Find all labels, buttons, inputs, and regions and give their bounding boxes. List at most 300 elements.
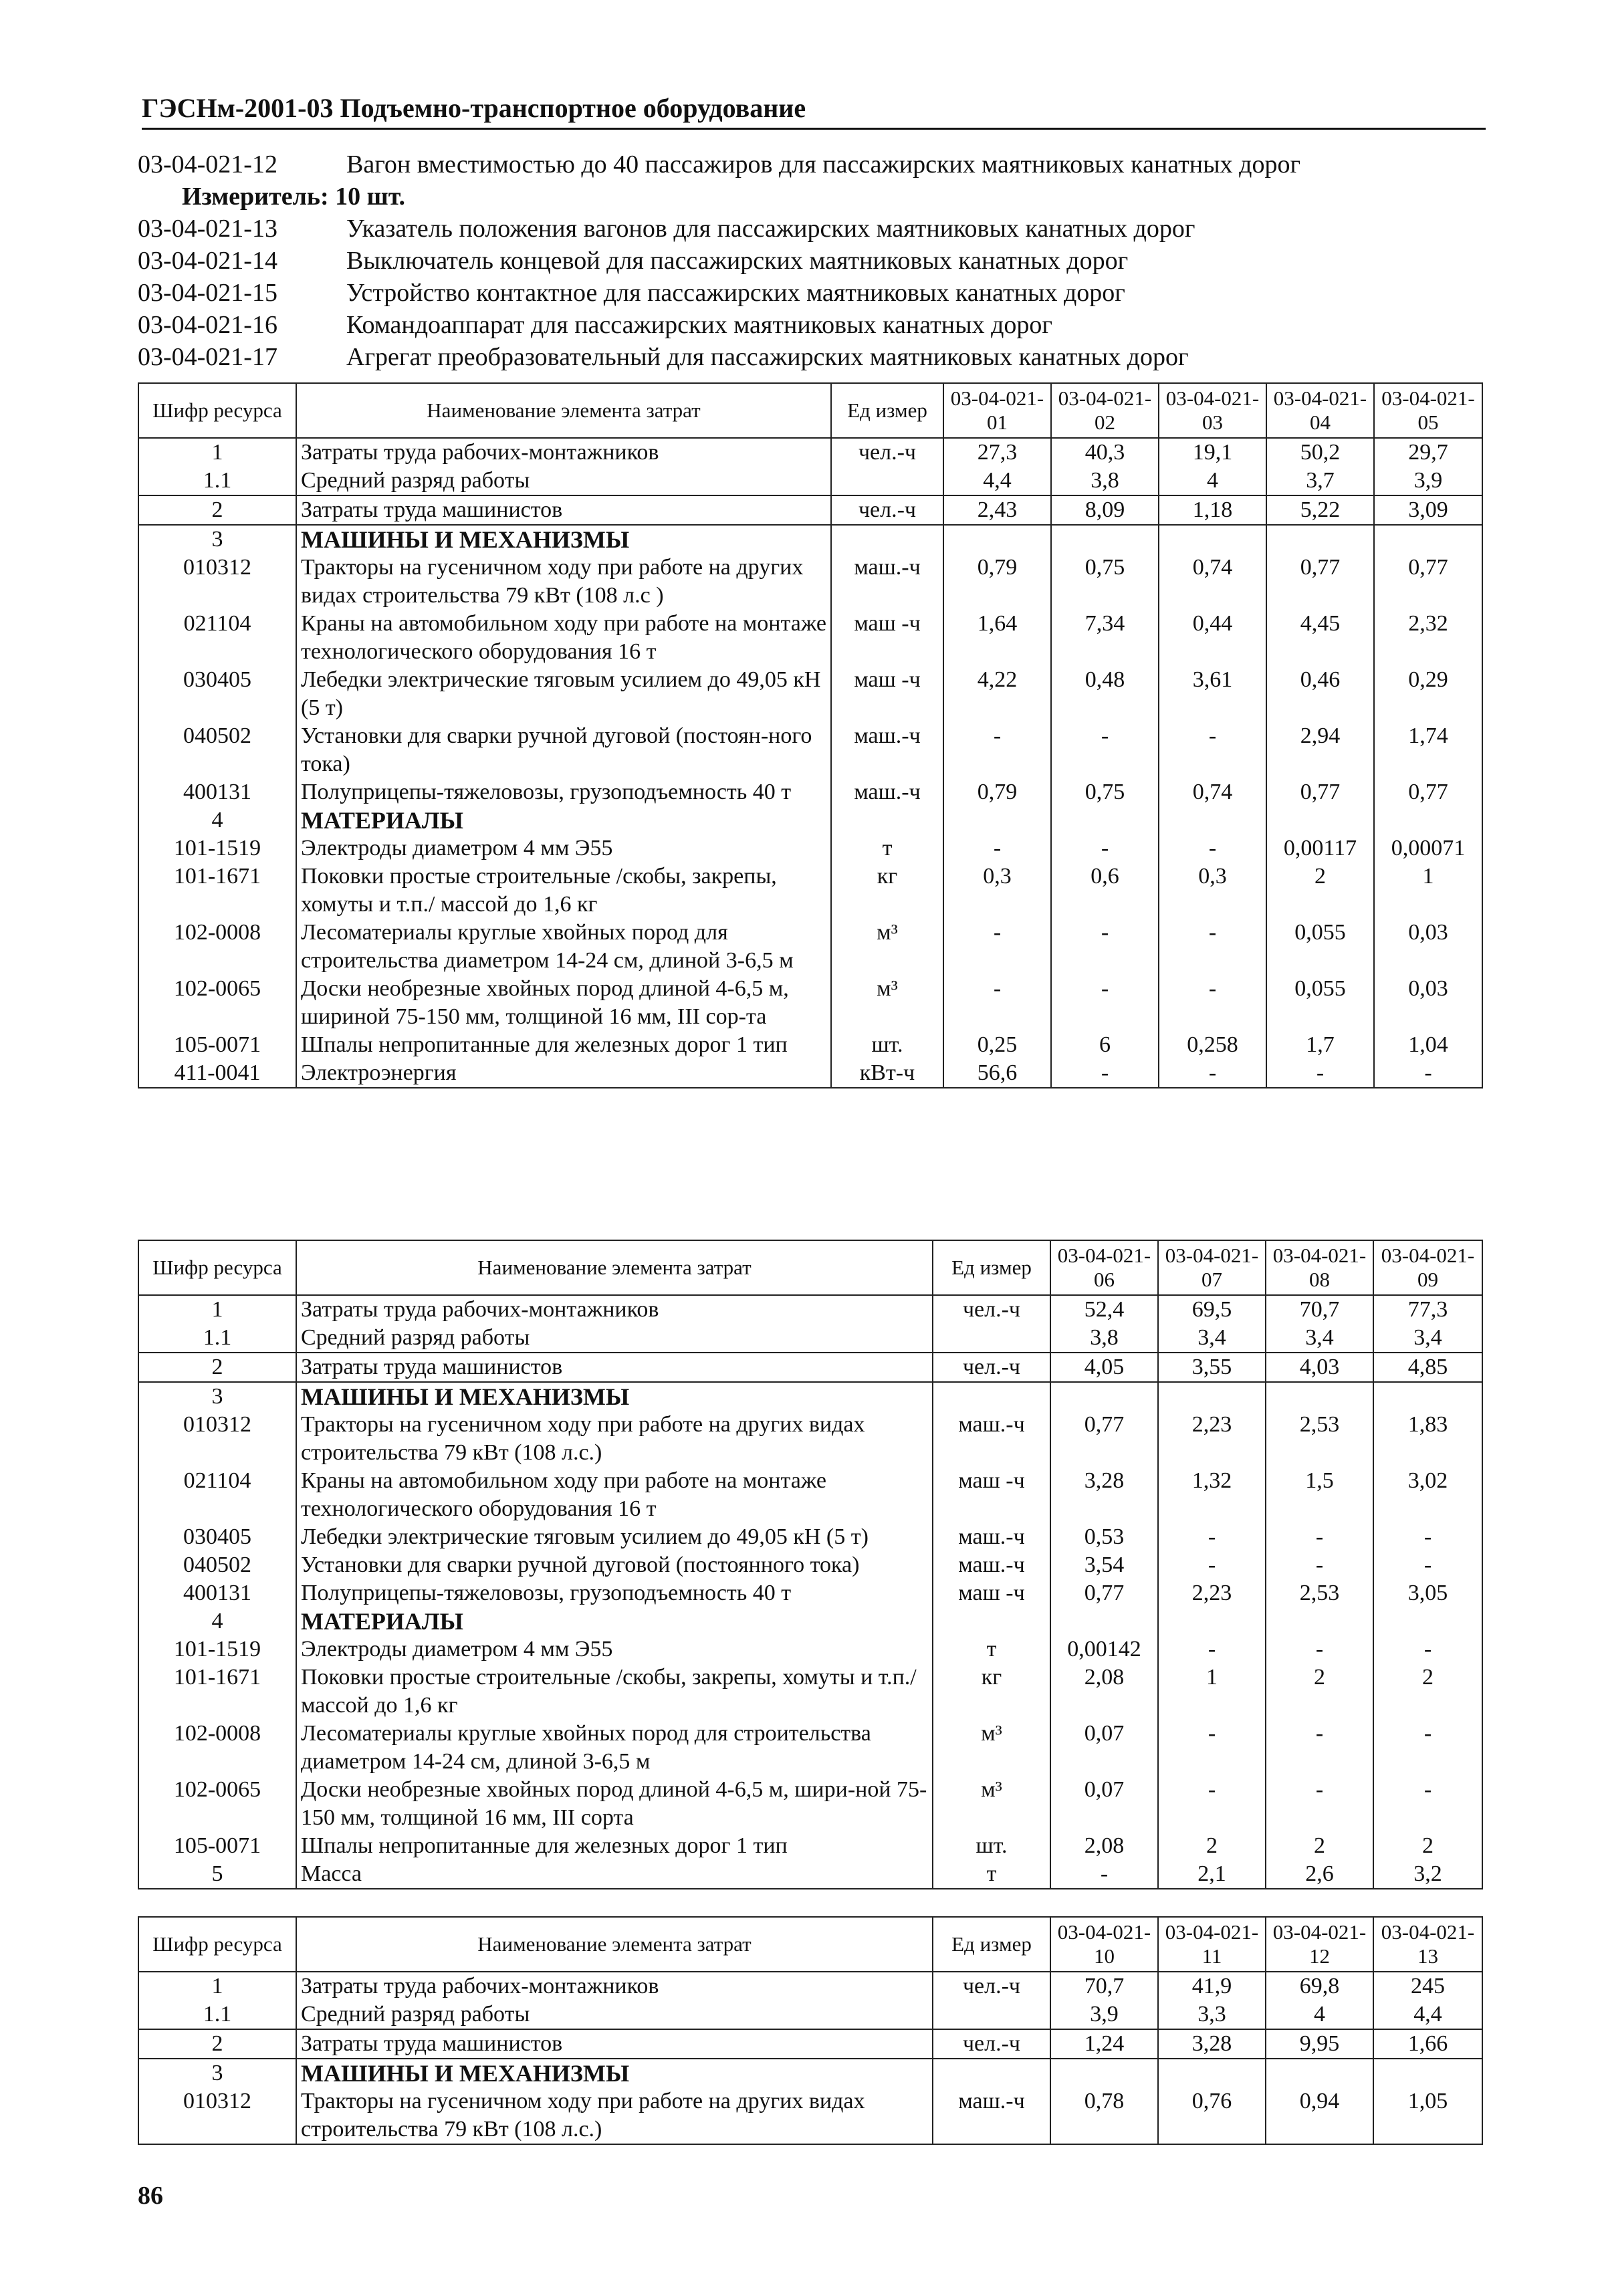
unit xyxy=(831,467,943,495)
norm-value: 0,74 xyxy=(1159,778,1266,806)
table-row xyxy=(138,975,1482,1031)
item-code: 03-04-021-16 xyxy=(138,311,277,339)
norm-value: 4,4 xyxy=(943,467,1051,495)
table-row xyxy=(138,2087,1482,2144)
table-row xyxy=(138,1720,1482,1776)
norm-value: 56,6 xyxy=(943,1059,1051,1088)
table-header-row xyxy=(138,1240,1482,1295)
norm-value: 0,6 xyxy=(1051,863,1159,919)
cost-element-name: Лебедки электрические тяговым усилием до 49,05 кН (5 т) xyxy=(296,1523,933,1551)
norm-value: 3,8 xyxy=(1050,1324,1158,1353)
norm-value: - xyxy=(943,919,1051,975)
unit xyxy=(933,1607,1050,1635)
norm-value: 1,5 xyxy=(1266,1467,1373,1523)
cost-element-name: Шпалы непропитанные для железных дорог 1 тип xyxy=(296,1031,831,1059)
table-row xyxy=(138,1663,1482,1720)
norm-value: 40,3 xyxy=(1051,438,1159,467)
unit xyxy=(933,1382,1050,1411)
norm-value xyxy=(1374,525,1482,554)
resource-code: 2 xyxy=(138,495,296,525)
norm-value: 52,4 xyxy=(1050,1295,1158,1324)
norm-value: 2,94 xyxy=(1266,722,1374,778)
norm-value: 0,3 xyxy=(943,863,1051,919)
unit xyxy=(933,1324,1050,1353)
table-row xyxy=(138,919,1482,975)
cost-element-name: Средний разряд работы xyxy=(296,467,831,495)
resource-code: 1.1 xyxy=(138,467,296,495)
unit: маш.-ч xyxy=(933,2087,1050,2144)
cost-element-name: Затраты труда рабочих-монтажников xyxy=(296,1972,933,2000)
norm-value: 0,00142 xyxy=(1050,1635,1158,1663)
norm-value: 0,77 xyxy=(1266,554,1374,610)
norm-value: 0,3 xyxy=(1159,863,1266,919)
norm-value: 0,07 xyxy=(1050,1776,1158,1832)
table-row xyxy=(138,863,1482,919)
norm-value: - xyxy=(1373,1523,1482,1551)
norm-value: 9,95 xyxy=(1266,2029,1373,2059)
norm-value: 70,7 xyxy=(1050,1972,1158,2000)
norm-value: 3,9 xyxy=(1050,2000,1158,2029)
resource-code: 101-1671 xyxy=(138,1663,296,1720)
table-row xyxy=(138,1551,1482,1579)
cost-element-name: Доски необрезные хвойных пород длиной 4-6,5 м, шири-ной 75-150 мм, толщиной 16 мм, III сорта xyxy=(296,1776,933,1832)
cost-element-name: Тракторы на гусеничном ходу при работе на других видах строительства 79 кВт (108 л.с.) xyxy=(296,1411,933,1467)
norm-value: 2 xyxy=(1158,1832,1266,1860)
column-header: 03-04-021-07 xyxy=(1158,1240,1266,1295)
intro-item xyxy=(138,341,1495,373)
cost-element-name: Установки для сварки ручной дуговой (постоянного тока) xyxy=(296,1551,933,1579)
cost-element-name: Затраты труда машинистов xyxy=(296,495,831,525)
norm-value: - xyxy=(1159,919,1266,975)
unit: чел.-ч xyxy=(831,438,943,467)
unit xyxy=(831,806,943,834)
table-row xyxy=(138,1776,1482,1832)
norm-value: 0,00117 xyxy=(1266,834,1374,863)
norm-value: 29,7 xyxy=(1374,438,1482,467)
intro-item xyxy=(138,213,1495,245)
norm-value: 0,74 xyxy=(1159,554,1266,610)
intro-item xyxy=(138,309,1495,341)
resource-code: 4 xyxy=(138,806,296,834)
norm-value xyxy=(1051,525,1159,554)
unit: маш -ч xyxy=(933,1467,1050,1523)
resource-code: 101-1519 xyxy=(138,1635,296,1663)
cost-element-name: Полуприцепы-тяжеловозы, грузоподъемность 40 т xyxy=(296,1579,933,1607)
resource-code: 102-0008 xyxy=(138,919,296,975)
norm-value: - xyxy=(1266,1523,1373,1551)
resource-code: 2 xyxy=(138,1353,296,1382)
norm-value xyxy=(1051,806,1159,834)
norm-value xyxy=(943,806,1051,834)
column-header: Наименование элемента затрат xyxy=(296,1917,933,1972)
cost-element-name: Тракторы на гусеничном ходу при работе на других видах строительства 79 кВт (108 л.с ) xyxy=(296,554,831,610)
norm-value: - xyxy=(1159,975,1266,1031)
cost-element-name: Тракторы на гусеничном ходу при работе на других видах строительства 79 кВт (108 л.с.) xyxy=(296,2087,933,2144)
unit: шт. xyxy=(831,1031,943,1059)
norm-value: 0,76 xyxy=(1158,2087,1266,2144)
unit: т xyxy=(831,834,943,863)
norm-value: 0,77 xyxy=(1050,1579,1158,1607)
cost-element-name: Лебедки электрические тяговым усилием до 49,05 кН (5 т) xyxy=(296,666,831,722)
table-header-row xyxy=(138,383,1482,438)
norm-value xyxy=(1266,806,1374,834)
cost-element-name: Краны на автомобильном ходу при работе на монтаже технологического оборудования 16 т xyxy=(296,1467,933,1523)
table-row xyxy=(138,1295,1482,1324)
norm-value: 0,03 xyxy=(1374,975,1482,1031)
norm-value xyxy=(943,525,1051,554)
norm-value: 69,5 xyxy=(1158,1295,1266,1324)
table-row xyxy=(138,1031,1482,1059)
unit: маш.-ч xyxy=(831,778,943,806)
norm-value: 3,05 xyxy=(1373,1579,1482,1607)
norm-value: 0,07 xyxy=(1050,1720,1158,1776)
norm-value xyxy=(1050,1382,1158,1411)
unit: маш.-ч xyxy=(831,554,943,610)
column-header: 03-04-021-01 xyxy=(943,383,1051,438)
table-row xyxy=(138,2029,1482,2059)
unit: шт. xyxy=(933,1832,1050,1860)
unit: м³ xyxy=(831,975,943,1031)
norm-value: - xyxy=(1051,834,1159,863)
norm-value: 0,78 xyxy=(1050,2087,1158,2144)
unit: маш -ч xyxy=(933,1579,1050,1607)
resource-code: 105-0071 xyxy=(138,1031,296,1059)
norm-value: 0,25 xyxy=(943,1031,1051,1059)
column-header: Шифр ресурса xyxy=(138,383,296,438)
norm-value: 0,94 xyxy=(1266,2087,1373,2144)
resource-code: 102-0008 xyxy=(138,1720,296,1776)
resource-code: 030405 xyxy=(138,1523,296,1551)
norm-value: - xyxy=(1266,1059,1374,1088)
norm-value: 3,54 xyxy=(1050,1551,1158,1579)
norm-value: 0,77 xyxy=(1374,554,1482,610)
item-text: Агрегат преобразовательный для пассажирских маятниковых канатных дорог xyxy=(346,343,1189,371)
cost-element-name: Установки для сварки ручной дуговой (постоян-ного тока) xyxy=(296,722,831,778)
norm-value: 3,28 xyxy=(1050,1467,1158,1523)
norm-value: 1,05 xyxy=(1373,2087,1482,2144)
norm-value xyxy=(1373,2059,1482,2087)
resource-code: 1.1 xyxy=(138,2000,296,2029)
norm-value: 1,24 xyxy=(1050,2029,1158,2059)
column-header: Наименование элемента затрат xyxy=(296,1240,933,1295)
cost-element-name: МАШИНЫ И МЕХАНИЗМЫ xyxy=(296,525,831,554)
cost-element-name: Краны на автомобильном ходу при работе на монтаже технологического оборудования 16 т xyxy=(296,610,831,666)
unit: кВт-ч xyxy=(831,1059,943,1088)
norm-value: 4,22 xyxy=(943,666,1051,722)
cost-element-name: МАТЕРИАЛЫ xyxy=(296,806,831,834)
resource-code: 5 xyxy=(138,1860,296,1889)
norm-value: 2,53 xyxy=(1266,1411,1373,1467)
resource-code: 4 xyxy=(138,1607,296,1635)
column-header: 03-04-021-12 xyxy=(1266,1917,1373,1972)
norm-value: 1,64 xyxy=(943,610,1051,666)
norm-value xyxy=(1374,806,1482,834)
resource-code: 3 xyxy=(138,525,296,554)
resource-code: 101-1519 xyxy=(138,834,296,863)
table-row xyxy=(138,1972,1482,2000)
column-header: Шифр ресурса xyxy=(138,1240,296,1295)
norm-value: 3,2 xyxy=(1373,1860,1482,1889)
norm-value: - xyxy=(1158,1551,1266,1579)
norm-value: - xyxy=(1159,722,1266,778)
norm-value: - xyxy=(943,975,1051,1031)
column-header: 03-04-021-02 xyxy=(1051,383,1159,438)
norm-value: - xyxy=(1050,1860,1158,1889)
norm-value: - xyxy=(1373,1720,1482,1776)
unit: м³ xyxy=(933,1776,1050,1832)
norm-value: 4,03 xyxy=(1266,1353,1373,1382)
norm-value: 2 xyxy=(1373,1832,1482,1860)
resource-code: 040502 xyxy=(138,722,296,778)
norm-value xyxy=(1266,525,1374,554)
page-title: ГЭСНм-2001-03 Подъемно-транспортное оборудование xyxy=(142,92,1486,130)
meter-label: Измеритель: 10 шт. xyxy=(182,183,406,211)
resource-code: 010312 xyxy=(138,1411,296,1467)
resource-code: 3 xyxy=(138,1382,296,1411)
norm-value xyxy=(1158,1382,1266,1411)
norm-value: 77,3 xyxy=(1373,1295,1482,1324)
norm-value xyxy=(1266,1607,1373,1635)
norm-value: 0,48 xyxy=(1051,666,1159,722)
norm-value: 1,18 xyxy=(1159,495,1266,525)
norm-value: - xyxy=(1266,1551,1373,1579)
resource-code: 021104 xyxy=(138,610,296,666)
unit xyxy=(933,2059,1050,2087)
norm-value: 245 xyxy=(1373,1972,1482,2000)
unit: т xyxy=(933,1635,1050,1663)
item-code: 03-04-021-15 xyxy=(138,279,277,307)
item-text: Командоаппарат для пассажирских маятниковых канатных дорог xyxy=(346,311,1053,339)
table-row xyxy=(138,1523,1482,1551)
norm-value: 1,04 xyxy=(1374,1031,1482,1059)
resource-code: 101-1671 xyxy=(138,863,296,919)
cost-element-name: Лесоматериалы круглые хвойных пород для строительства диаметром 14-24 см, длиной 3-6,5 м xyxy=(296,1720,933,1776)
unit: чел.-ч xyxy=(933,1972,1050,2000)
norm-value: 2 xyxy=(1266,1663,1373,1720)
norm-value: 1 xyxy=(1374,863,1482,919)
norm-value: - xyxy=(1051,722,1159,778)
norm-value: 0,44 xyxy=(1159,610,1266,666)
resource-code: 1 xyxy=(138,1972,296,2000)
resource-code: 2 xyxy=(138,2029,296,2059)
intro-block xyxy=(138,148,1495,373)
item-code: 03-04-021-13 xyxy=(138,215,277,243)
table-row xyxy=(138,525,1482,554)
norm-value: 0,79 xyxy=(943,554,1051,610)
norm-value: 70,7 xyxy=(1266,1295,1373,1324)
norm-value: 3,8 xyxy=(1051,467,1159,495)
table-row xyxy=(138,1353,1482,1382)
norm-value: 0,75 xyxy=(1051,778,1159,806)
norm-value: 4,4 xyxy=(1373,2000,1482,2029)
item-text: Устройство контактное для пассажирских маятниковых канатных дорог xyxy=(346,279,1125,307)
norm-value: 4,85 xyxy=(1373,1353,1482,1382)
norm-value: 5,22 xyxy=(1266,495,1374,525)
table-header-row xyxy=(138,1917,1482,1972)
resource-code: 400131 xyxy=(138,778,296,806)
resource-code: 010312 xyxy=(138,554,296,610)
column-header: Наименование элемента затрат xyxy=(296,383,831,438)
norm-value xyxy=(1158,2059,1266,2087)
cost-element-name: Поковки простые строительные /скобы, закрепы, хомуты и т.п./ массой до 1,6 кг xyxy=(296,1663,933,1720)
norm-value: - xyxy=(1266,1720,1373,1776)
norm-value: - xyxy=(1158,1635,1266,1663)
cost-element-name: Средний разряд работы xyxy=(296,1324,933,1353)
norm-value: 27,3 xyxy=(943,438,1051,467)
norm-value xyxy=(1266,1382,1373,1411)
column-header: Ед измер xyxy=(933,1240,1050,1295)
column-header: 03-04-021-03 xyxy=(1159,383,1266,438)
norm-value: 0,79 xyxy=(943,778,1051,806)
norm-value: 0,055 xyxy=(1266,975,1374,1031)
norm-value: 8,09 xyxy=(1051,495,1159,525)
table-row xyxy=(138,1324,1482,1353)
column-header: 03-04-021-08 xyxy=(1266,1240,1373,1295)
resource-code: 3 xyxy=(138,2059,296,2087)
cost-element-name: Электроды диаметром 4 мм Э55 xyxy=(296,834,831,863)
cost-element-name: Масса xyxy=(296,1860,933,1889)
norm-value: 2,23 xyxy=(1158,1579,1266,1607)
norm-value: 0,29 xyxy=(1374,666,1482,722)
norm-value: 0,46 xyxy=(1266,666,1374,722)
unit: м³ xyxy=(933,1720,1050,1776)
norm-value: - xyxy=(1373,1635,1482,1663)
column-header: 03-04-021-04 xyxy=(1266,383,1374,438)
norm-value: 6 xyxy=(1051,1031,1159,1059)
norm-value xyxy=(1050,1607,1158,1635)
norm-value: - xyxy=(1158,1720,1266,1776)
norm-value: - xyxy=(1159,834,1266,863)
resource-code: 102-0065 xyxy=(138,1776,296,1832)
cost-element-name: Шпалы непропитанные для железных дорог 1 тип xyxy=(296,1832,933,1860)
norm-value: 0,77 xyxy=(1050,1411,1158,1467)
norm-value: - xyxy=(1051,975,1159,1031)
intro-item-list xyxy=(138,213,1495,373)
intro-item xyxy=(138,245,1495,277)
unit: маш.-ч xyxy=(933,1551,1050,1579)
unit: чел.-ч xyxy=(933,1353,1050,1382)
cost-element-name: Затраты труда машинистов xyxy=(296,2029,933,2059)
norm-value: 0,00071 xyxy=(1374,834,1482,863)
item-text: Вагон вместимостью до 40 пассажиров для пассажирских маятниковых канатных дорог xyxy=(346,150,1301,179)
norm-value: 3,3 xyxy=(1158,2000,1266,2029)
norm-value: 2,1 xyxy=(1158,1860,1266,1889)
resource-code: 411-0041 xyxy=(138,1059,296,1088)
norm-value: 7,34 xyxy=(1051,610,1159,666)
norm-value: 1,83 xyxy=(1373,1411,1482,1467)
column-header: 03-04-021-13 xyxy=(1373,1917,1482,1972)
unit: маш.-ч xyxy=(933,1411,1050,1467)
table-row xyxy=(138,554,1482,610)
norm-value xyxy=(1050,2059,1158,2087)
resource-code: 1.1 xyxy=(138,1324,296,1353)
norm-value: - xyxy=(943,722,1051,778)
column-header: 03-04-021-10 xyxy=(1050,1917,1158,1972)
norm-value: 69,8 xyxy=(1266,1972,1373,2000)
norm-value: 0,77 xyxy=(1374,778,1482,806)
table-row xyxy=(138,1635,1482,1663)
norm-value: 0,055 xyxy=(1266,919,1374,975)
norm-value: - xyxy=(1051,919,1159,975)
unit: м³ xyxy=(831,919,943,975)
table-row xyxy=(138,438,1482,467)
cost-element-name: Поковки простые строительные /скобы, закрепы, хомуты и т.п./ массой до 1,6 кг xyxy=(296,863,831,919)
norm-value: 2,32 xyxy=(1374,610,1482,666)
resource-table-3 xyxy=(138,1916,1483,2145)
norm-value: 3,61 xyxy=(1159,666,1266,722)
resource-table-2 xyxy=(138,1240,1483,1889)
norm-value: 0,03 xyxy=(1374,919,1482,975)
norm-value: 2 xyxy=(1373,1663,1482,1720)
cost-element-name: Затраты труда рабочих-монтажников xyxy=(296,1295,933,1324)
table-row xyxy=(138,1607,1482,1635)
table-row xyxy=(138,610,1482,666)
table-row xyxy=(138,1059,1482,1088)
resource-code: 010312 xyxy=(138,2087,296,2144)
norm-value: 3,7 xyxy=(1266,467,1374,495)
cost-element-name: МАШИНЫ И МЕХАНИЗМЫ xyxy=(296,1382,933,1411)
norm-value xyxy=(1373,1382,1482,1411)
norm-value: 0,53 xyxy=(1050,1523,1158,1551)
norm-value: 3,28 xyxy=(1158,2029,1266,2059)
norm-value: 1,66 xyxy=(1373,2029,1482,2059)
intro-item xyxy=(138,277,1495,309)
norm-value: 2 xyxy=(1266,1832,1373,1860)
table-row xyxy=(138,2000,1482,2029)
norm-value: - xyxy=(1373,1551,1482,1579)
intro-meter xyxy=(138,181,1495,213)
norm-value: 4 xyxy=(1266,2000,1373,2029)
unit: маш.-ч xyxy=(933,1523,1050,1551)
cost-element-name: Затраты труда машинистов xyxy=(296,1353,933,1382)
norm-value: 2,53 xyxy=(1266,1579,1373,1607)
norm-value: - xyxy=(1158,1776,1266,1832)
unit: маш -ч xyxy=(831,666,943,722)
norm-value: 0,75 xyxy=(1051,554,1159,610)
norm-value: 0,258 xyxy=(1159,1031,1266,1059)
norm-value xyxy=(1159,525,1266,554)
norm-value xyxy=(1159,806,1266,834)
table-row xyxy=(138,467,1482,495)
norm-value: 2,6 xyxy=(1266,1860,1373,1889)
norm-value: 0,77 xyxy=(1266,778,1374,806)
resource-code: 040502 xyxy=(138,1551,296,1579)
table-row xyxy=(138,1832,1482,1860)
table-row xyxy=(138,666,1482,722)
table-row xyxy=(138,834,1482,863)
norm-value: 1,7 xyxy=(1266,1031,1374,1059)
norm-value: - xyxy=(1158,1523,1266,1551)
norm-value: 50,2 xyxy=(1266,438,1374,467)
cost-element-name: Электроэнергия xyxy=(296,1059,831,1088)
table-row xyxy=(138,1467,1482,1523)
norm-value: - xyxy=(943,834,1051,863)
norm-value: 1,32 xyxy=(1158,1467,1266,1523)
item-code: 03-04-021-17 xyxy=(138,343,277,371)
unit: маш.-ч xyxy=(831,722,943,778)
resource-code: 105-0071 xyxy=(138,1832,296,1860)
norm-value: 3,55 xyxy=(1158,1353,1266,1382)
resource-table-1 xyxy=(138,382,1483,1088)
norm-value: 3,4 xyxy=(1266,1324,1373,1353)
norm-value: 41,9 xyxy=(1158,1972,1266,2000)
norm-value: 2 xyxy=(1266,863,1374,919)
unit xyxy=(831,525,943,554)
norm-value: 3,4 xyxy=(1158,1324,1266,1353)
norm-value xyxy=(1373,1607,1482,1635)
unit: т xyxy=(933,1860,1050,1889)
norm-value: - xyxy=(1051,1059,1159,1088)
